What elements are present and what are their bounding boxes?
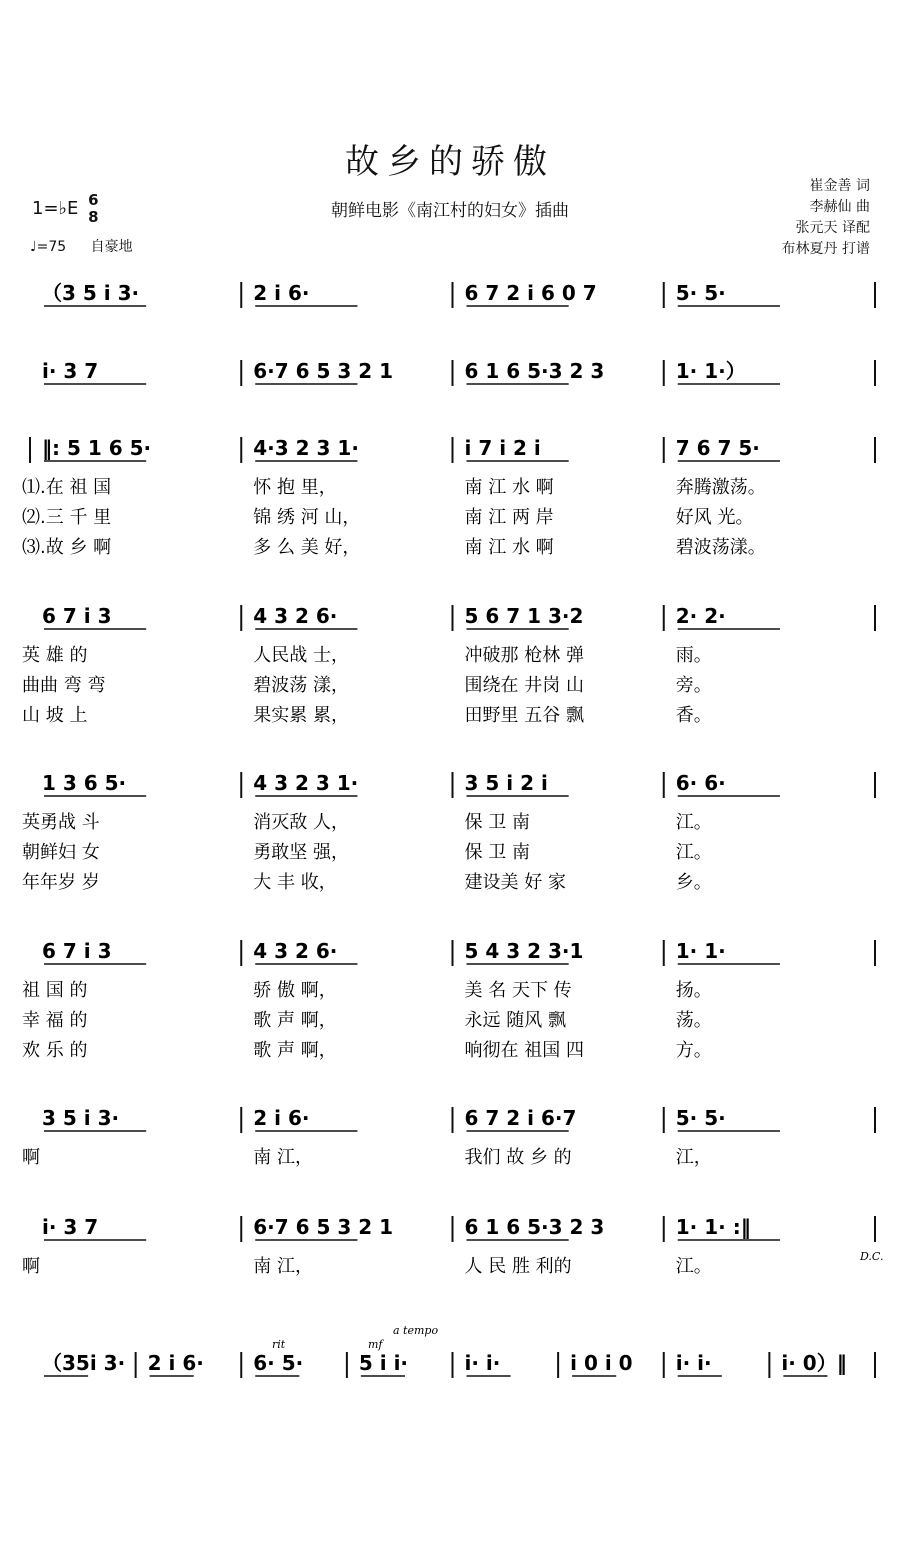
measure-notes: i· 3 7: [42, 1215, 99, 1239]
lyric-text: 消灭敌 人，: [253, 812, 349, 833]
lyric-text: 怀 抱 里，: [253, 477, 337, 498]
lyric-text: 啊: [22, 1256, 40, 1277]
lyric-text: 欢 乐 的: [22, 1040, 88, 1061]
lyric-text: 南 江，: [253, 1147, 313, 1168]
lyric-text: 歌 声 啊，: [253, 1040, 337, 1061]
measure-notes: i 0 i 0: [570, 1351, 633, 1375]
lyric-text: 美 名 天下 传: [464, 980, 572, 1001]
lyric-text: 荡。: [675, 1010, 712, 1031]
measure-notes: （35i 3·: [42, 1351, 126, 1375]
measure-notes: 5· 5·: [675, 1106, 726, 1130]
mf-mark: mf: [368, 1338, 383, 1351]
lyric-text: ⑵.三 千 里: [22, 507, 112, 528]
measure-notes: i· i·: [464, 1351, 501, 1375]
measure-notes: ‖: 5 1 6 5·: [42, 436, 152, 460]
lyric-text: 我们 故 乡 的: [464, 1147, 572, 1168]
measure-notes: 2 i 6·: [253, 1106, 310, 1130]
a-tempo-mark: a tempo: [393, 1324, 439, 1337]
measure-notes: 6· 5·: [253, 1351, 304, 1375]
credit-translator: 张元天 译配: [795, 220, 870, 236]
measure-notes: 6 7 i 3: [42, 939, 112, 963]
lyric-text: 雨。: [675, 645, 712, 666]
credit-transcriber: 布林夏丹 打谱: [781, 241, 870, 257]
lyric-text: 山 坡 上: [22, 705, 88, 726]
measure-notes: i 7 i 2 i: [464, 436, 541, 460]
measure-notes: 2 i 6·: [253, 281, 310, 305]
measure-notes: 7 6 7 5·: [675, 436, 760, 460]
measure-notes: 1· 1·）: [675, 359, 746, 383]
lyric-text: 扬。: [675, 980, 712, 1001]
dc-mark: D.C.: [860, 1250, 884, 1263]
measure-notes: 3 5 i 3·: [42, 1106, 120, 1130]
lyric-text: 方。: [675, 1040, 712, 1061]
lyric-text: 骄 傲 啊，: [253, 980, 337, 1001]
lyric-text: 冲破那 枪林 弹: [464, 645, 584, 666]
measure-notes: 2· 2·: [675, 604, 726, 628]
lyric-text: 锦 绣 河 山，: [253, 507, 361, 528]
lyric-text: 啊: [22, 1147, 40, 1168]
measure-notes: 4 3 2 6·: [253, 939, 338, 963]
key-label: 1=♭E: [32, 198, 79, 219]
lyric-text: 人 民 胜 利的: [464, 1256, 572, 1277]
lyric-text: 田野里 五谷 飘: [464, 705, 584, 726]
lyric-text: 年年岁 岁: [22, 872, 100, 893]
lyric-text: ⑴.在 祖 国: [22, 477, 112, 498]
lyric-text: 英勇战 斗: [22, 812, 100, 833]
lyric-text: 建设美 好 家: [464, 872, 566, 893]
lyric-text: 碧波荡漾。: [675, 537, 766, 558]
measure-notes: 3 5 i 2 i: [464, 771, 548, 795]
lyric-text: 江。: [675, 812, 712, 833]
measure-notes: 4·3 2 3 1·: [253, 436, 359, 460]
lyric-text: 响彻在 祖国 四: [464, 1040, 584, 1061]
lyric-text: ⑶.故 乡 啊: [22, 537, 112, 558]
measure-notes: 5 6 7 1 3·2: [464, 604, 584, 628]
lyric-text: 江，: [675, 1147, 712, 1168]
lyric-text: 多 么 美 好，: [253, 537, 361, 558]
lyric-text: 南 江 水 啊: [464, 537, 554, 558]
time-sig-bottom: 8: [88, 208, 99, 226]
lyric-text: 香。: [675, 705, 712, 726]
lyric-text: 江。: [675, 842, 712, 863]
lyric-text: 围绕在 井岗 山: [464, 675, 584, 696]
lyric-text: 大 丰 收，: [253, 872, 337, 893]
lyric-text: 永远 随风 飘: [464, 1010, 566, 1031]
lyric-text: 曲曲 弯 弯: [22, 675, 106, 696]
lyric-text: 幸 福 的: [22, 1010, 88, 1031]
measure-notes: 6 1 6 5·3 2 3: [464, 359, 605, 383]
lyric-text: 人民战 士，: [253, 645, 349, 666]
measure-notes: 6· 6·: [675, 771, 726, 795]
lyric-text: 朝鲜妇 女: [22, 842, 100, 863]
lyric-text: 旁。: [675, 675, 712, 696]
measure-notes: i· i·: [675, 1351, 712, 1375]
measure-notes: 5 4 3 2 3·1: [464, 939, 584, 963]
measure-notes: 6 7 2 i 6·7: [464, 1106, 577, 1130]
expression-mark: 自豪地: [90, 239, 133, 255]
song-subtitle: 朝鲜电影《南江村的妇女》插曲: [331, 201, 569, 221]
lyric-text: 歌 声 啊，: [253, 1010, 337, 1031]
lyric-text: 保 卫 南: [464, 812, 530, 833]
measure-notes: i· 0）‖: [781, 1351, 847, 1375]
measure-notes: 5 i i·: [358, 1351, 409, 1375]
rit-mark: rit: [272, 1338, 286, 1351]
credit-lyricist: 崔金善 词: [809, 178, 870, 194]
lyric-text: 南 江，: [253, 1256, 313, 1277]
lyric-text: 乡。: [675, 872, 712, 893]
measure-notes: 4 3 2 3 1·: [253, 771, 359, 795]
lyric-text: 勇敢坚 强，: [253, 842, 349, 863]
measure-notes: 5· 5·: [675, 281, 726, 305]
lyric-text: 英 雄 的: [22, 645, 88, 666]
lyric-text: 奔腾激荡。: [675, 477, 766, 498]
measure-notes: 1· 1· :‖: [675, 1215, 751, 1239]
tempo-value: ♩=75: [30, 239, 67, 255]
measure-notes: 6·7 6 5 3 2 1: [253, 359, 394, 383]
measure-notes: 2 i 6·: [147, 1351, 204, 1375]
measure-notes: 6 7 i 3: [42, 604, 112, 628]
measure-notes: i· 3 7: [42, 359, 99, 383]
measure-notes: 6·7 6 5 3 2 1: [253, 1215, 394, 1239]
measure-notes: 4 3 2 6·: [253, 604, 338, 628]
lyric-text: 好风 光。: [675, 507, 754, 528]
lyric-text: 保 卫 南: [464, 842, 530, 863]
credit-composer: 李赫仙 曲: [809, 199, 870, 215]
lyric-text: 南 江 两 岸: [464, 507, 554, 528]
lyric-text: 南 江 水 啊: [464, 477, 554, 498]
measure-notes: 6 7 2 i 6 0 7: [464, 281, 597, 305]
lyric-text: 祖 国 的: [22, 980, 88, 1001]
measure-notes: （3 5 i 3·: [42, 281, 140, 305]
measure-notes: 1 3 6 5·: [42, 771, 127, 795]
song-title: 故乡的骄傲: [345, 142, 555, 182]
measure-notes: 6 1 6 5·3 2 3: [464, 1215, 605, 1239]
lyric-text: 江。: [675, 1256, 712, 1277]
lyric-text: 果实累 累，: [253, 705, 349, 726]
time-sig-top: 6: [88, 191, 99, 209]
lyric-text: 碧波荡 漾，: [253, 675, 349, 696]
measure-notes: 1· 1·: [675, 939, 726, 963]
